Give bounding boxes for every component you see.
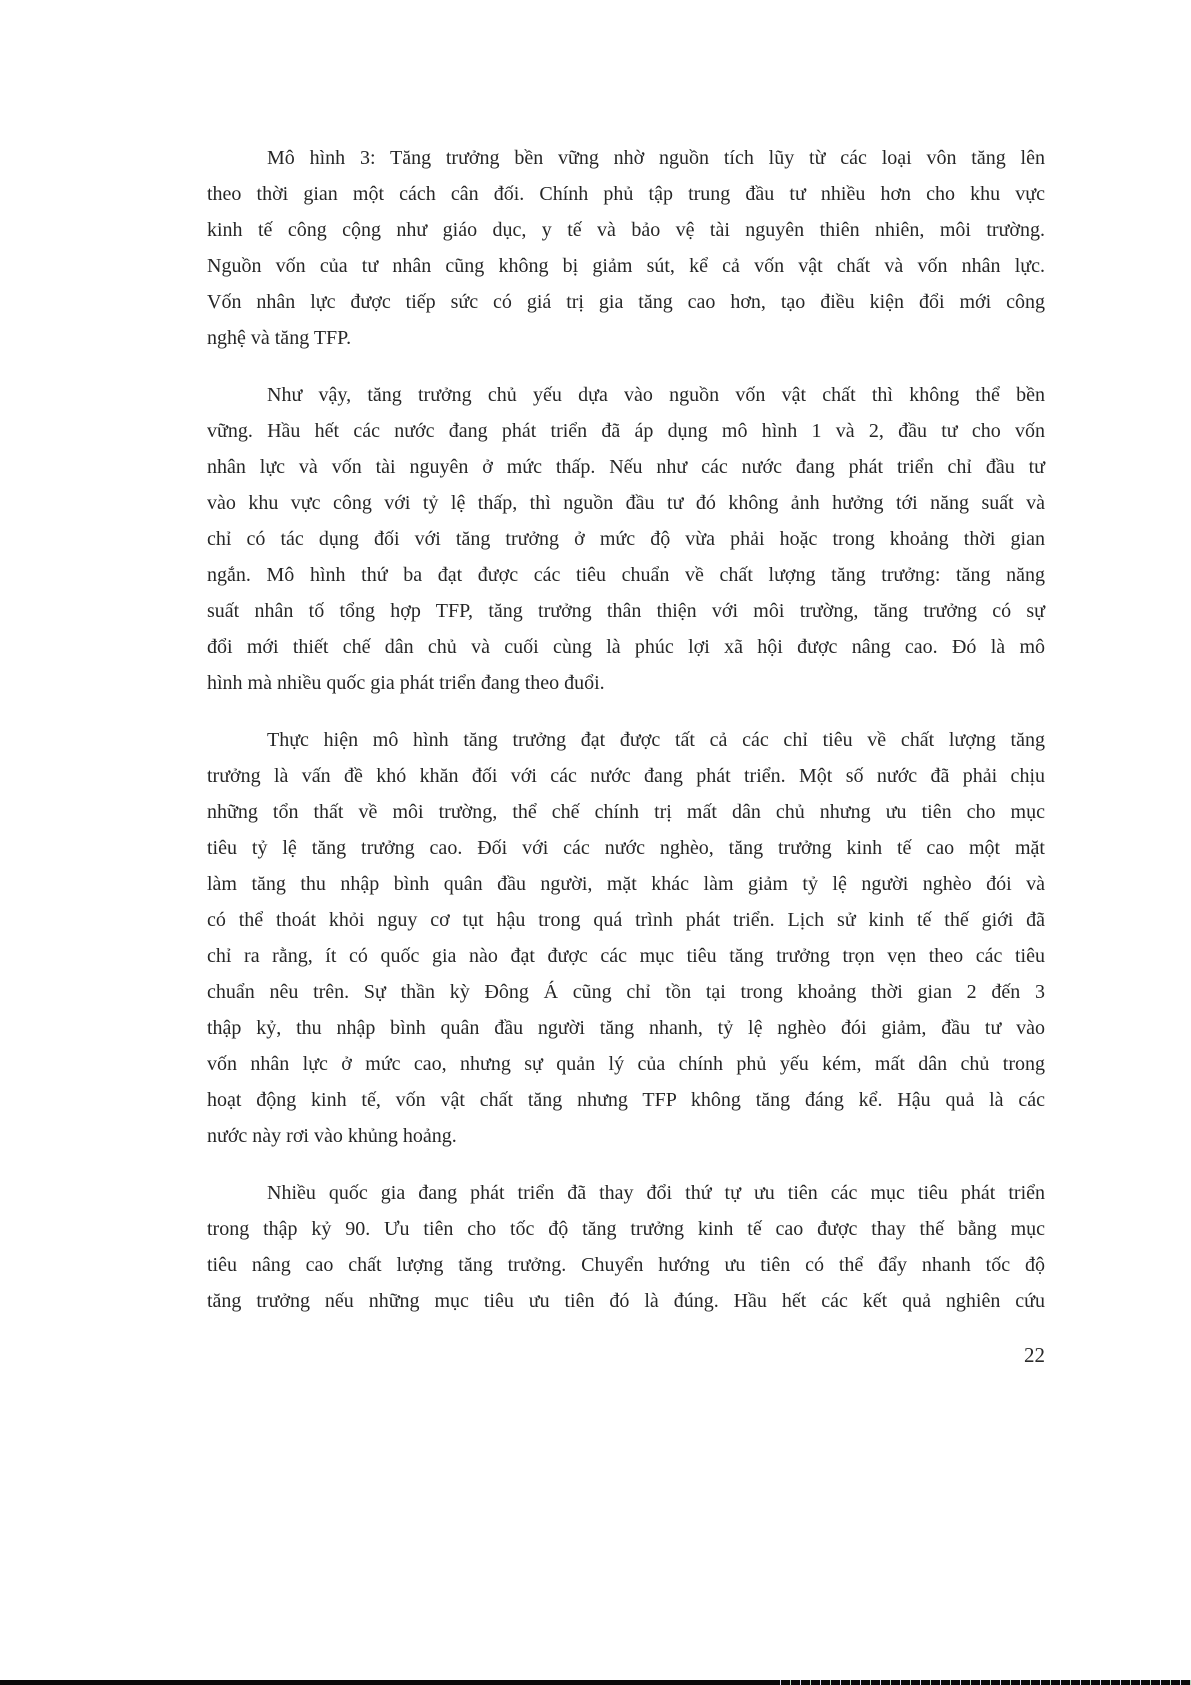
text-line: vào khu vực công với tỷ lệ thấp, thì nguồn đầu tư đó không ảnh hưởng tới năng suất và [207, 492, 1045, 514]
text-line: vốn nhân lực ở mức cao, nhưng sự quản lý của chính phủ yếu kém, mất dân chủ trong [207, 1053, 1045, 1075]
page-number: 22 [1024, 1343, 1045, 1367]
text-line: trưởng là vấn đề khó khăn đối với các nước đang phát triển. Một số nước đã phải chịu [207, 765, 1045, 787]
text-line: chỉ có tác dụng đối với tăng trưởng ở mức độ vừa phải hoặc trong khoảng thời gian [207, 528, 1045, 550]
text-line: kinh tế công cộng như giáo dục, y tế và bảo vệ tài nguyên thiên nhiên, môi trường. [207, 219, 1045, 241]
paragraph [207, 722, 1045, 1154]
text-line: hình mà nhiều quốc gia phát triển đang theo đuổi. [207, 672, 605, 694]
paragraph [207, 377, 1045, 701]
text-line: Vốn nhân lực được tiếp sức có giá trị gia tăng cao hơn, tạo điều kiện đổi mới công [207, 291, 1045, 313]
text-block [207, 140, 1045, 1340]
text-line: Thực hiện mô hình tăng trưởng đạt được tất cả các chỉ tiêu về chất lượng tăng [267, 729, 1045, 751]
text-line: trong thập kỷ 90. Ưu tiên cho tốc độ tăng trưởng kinh tế cao được thay thế bằng mục [207, 1218, 1045, 1240]
scan-artifact-bar [0, 1680, 1191, 1685]
text-line: tiêu tỷ lệ tăng trưởng cao. Đối với các nước nghèo, tăng trưởng kinh tế cao một mặt [207, 837, 1045, 859]
text-line: nhân lực và vốn tài nguyên ở mức thấp. Nếu như các nước đang phát triển chỉ đầu tư [207, 456, 1045, 478]
scan-artifact-dashes [771, 1680, 1191, 1685]
text-line: những tổn thất về môi trường, thể chế chính trị mất dân chủ nhưng ưu tiên cho mục [207, 801, 1045, 823]
paragraph [207, 1175, 1045, 1319]
text-line: ngắn. Mô hình thứ ba đạt được các tiêu chuẩn về chất lượng tăng trưởng: tăng năng [207, 564, 1045, 586]
text-line: nghệ và tăng TFP. [207, 327, 352, 349]
text-line: Như vậy, tăng trưởng chủ yếu dựa vào nguồn vốn vật chất thì không thể bền [267, 384, 1045, 406]
text-line: chỉ ra rằng, ít có quốc gia nào đạt được các mục tiêu tăng trưởng trọn vẹn theo các tiêu [207, 945, 1045, 967]
text-line: tiêu nâng cao chất lượng tăng trưởng. Chuyển hướng ưu tiên có thể đẩy nhanh tốc độ [207, 1254, 1045, 1276]
text-line: đổi mới thiết chế dân chủ và cuối cùng là phúc lợi xã hội được nâng cao. Đó là mô [207, 636, 1045, 658]
text-line: Nguồn vốn của tư nhân cũng không bị giảm sút, kể cả vốn vật chất và vốn nhân lực. [207, 255, 1045, 277]
text-line: tăng trưởng nếu những mục tiêu ưu tiên đó là đúng. Hầu hết các kết quả nghiên cứu [207, 1290, 1045, 1312]
text-line: làm tăng thu nhập bình quân đầu người, mặt khác làm giảm tỷ lệ người nghèo đói và [207, 873, 1045, 895]
text-line: suất nhân tố tổng hợp TFP, tăng trưởng thân thiện với môi trường, tăng trưởng có sự [207, 600, 1045, 622]
paragraph [207, 140, 1045, 356]
text-line: có thể thoát khỏi nguy cơ tụt hậu trong quá trình phát triển. Lịch sử kinh tế thế giới đã [207, 909, 1045, 931]
text-line: Nhiều quốc gia đang phát triển đã thay đổi thứ tự ưu tiên các mục tiêu phát triển [267, 1182, 1045, 1204]
text-line: theo thời gian một cách cân đối. Chính phủ tập trung đầu tư nhiều hơn cho khu vực [207, 183, 1045, 205]
text-line: hoạt động kinh tế, vốn vật chất tăng nhưng TFP không tăng đáng kể. Hậu quả là các [207, 1089, 1045, 1111]
text-line: chuẩn nêu trên. Sự thần kỳ Đông Á cũng chỉ tồn tại trong khoảng thời gian 2 đến 3 [207, 981, 1045, 1003]
text-line: vững. Hầu hết các nước đang phát triển đã áp dụng mô hình 1 và 2, đầu tư cho vốn [207, 420, 1045, 442]
text-line: nước này rơi vào khủng hoảng. [207, 1125, 457, 1147]
text-line: thập kỷ, thu nhập bình quân đầu người tăng nhanh, tỷ lệ nghèo đói giảm, đầu tư vào [207, 1017, 1045, 1039]
text-line: Mô hình 3: Tăng trưởng bền vững nhờ nguồn tích lũy từ các loại vôn tăng lên [267, 147, 1045, 169]
